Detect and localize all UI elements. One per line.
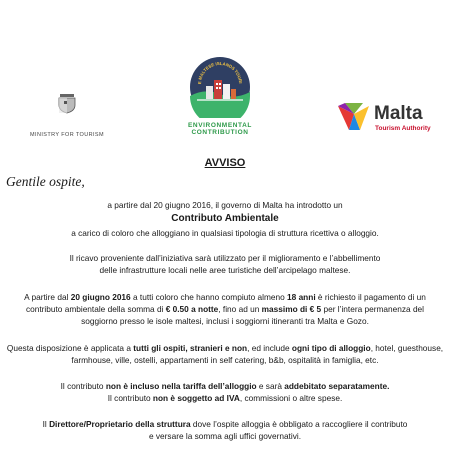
- svg-text:ENHANCE THE MALTESE ISLANDS TO: E MALTESE ISLANDS TOURI: [196, 60, 243, 85]
- tourism-authority-label: Tourism Authority: [375, 125, 431, 132]
- p4-line1: Questa disposizione è applicata a tutti gli ospiti, stranieri e non, ed include ogni tipo di alloggio, hotel, guesthouse,: [6, 343, 444, 353]
- p2-line2: delle infrastrutture locali nelle aree turistiche dell’arcipelago maltese.: [99, 265, 351, 275]
- p6-line1: Il Direttore/Proprietario della struttura dove l’ospite alloggia è obbligato a raccogliere il contributo: [42, 419, 408, 429]
- p2-line1: Il ricavo proveniente dall’iniziativa sarà utilizzato per il miglioramento e l’abbellimento: [69, 253, 381, 263]
- ministry-logo: [22, 92, 112, 138]
- env-badge-icon: [189, 56, 251, 118]
- coat-of-arms-icon: [56, 92, 78, 114]
- p1-line2: a carico di coloro che alloggiano in qualsiasi tipologia di struttura ricettiva o alloggio.: [71, 228, 379, 238]
- malta-mark-icon: [336, 100, 372, 136]
- notice-title: AVVISO: [204, 157, 246, 169]
- env-line-2: CONTRIBUTION: [191, 129, 249, 136]
- greeting: Gentile ospite,: [6, 174, 85, 189]
- p1-line1: a partire dal 20 giugno 2016, il governo di Malta ha introdotto un: [107, 200, 343, 210]
- malta-tourism-logo: [336, 100, 446, 140]
- p5-line2: Il contributo non è soggetto ad IVA, commissioni o altre spese.: [107, 393, 343, 403]
- p3-line1: A partire dal 20 giugno 2016 a tutti coloro che hanno compiuto almeno 18 anni è richiesto il pagamento di un: [24, 292, 426, 302]
- contributo-heading: Contributo Ambientale: [171, 213, 279, 224]
- malta-word: Malta: [374, 103, 423, 124]
- p3-line3: soggiorno presso le isole maltesi, inclusi i soggiorni itineranti tra Malta e Gozo.: [81, 316, 369, 326]
- p5-line1: Il contributo non è incluso nella tariffa dell’alloggio e sarà addebitato separatamente.: [60, 381, 390, 391]
- p4-line2: farmhouse, ville, ostelli, appartamenti in self catering, b&b, ospitalità in famiglia, etc.: [71, 355, 379, 365]
- header: [0, 0, 450, 150]
- environmental-contribution-logo: [170, 56, 270, 136]
- env-line-1: ENVIRONMENTAL: [187, 122, 252, 129]
- ministry-label: MINISTRY FOR TOURISM: [30, 132, 104, 138]
- p3-line2: contributo ambientale della somma di € 0.50 a notte, fino ad un massimo di € 5 per l’intera permanenza del: [25, 304, 425, 314]
- p6-line2: e versare la somma agli uffici governativi.: [148, 431, 302, 441]
